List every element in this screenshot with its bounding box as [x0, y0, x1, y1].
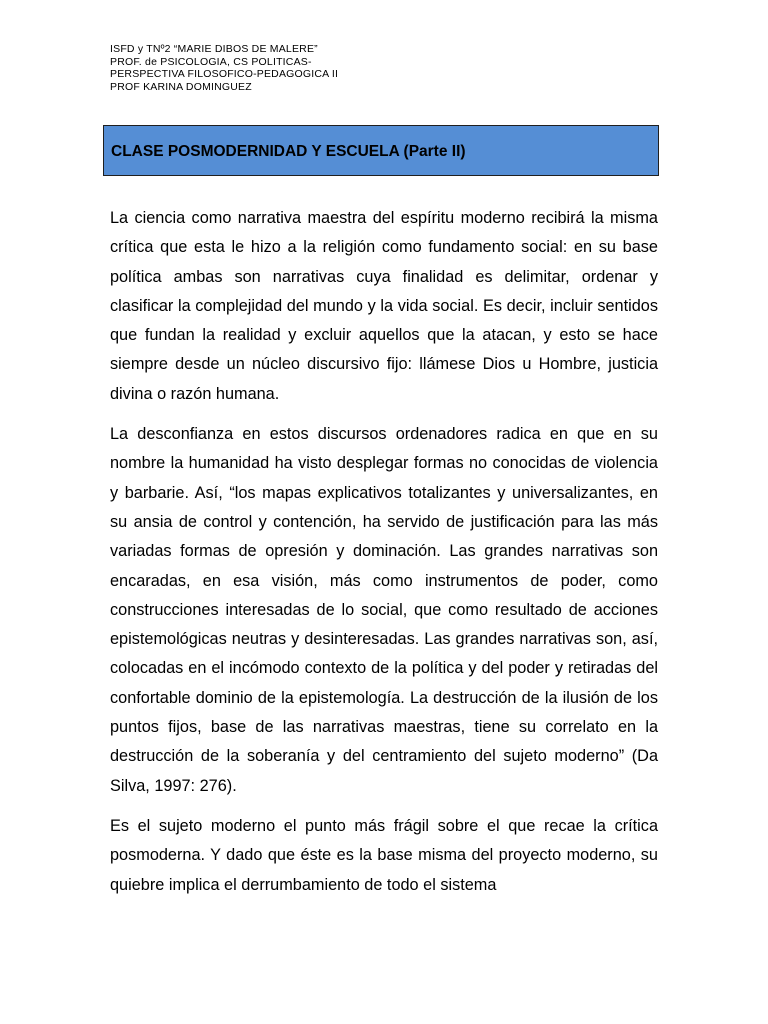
document-header	[110, 43, 670, 93]
document-title: CLASE POSMODERNIDAD Y ESCUELA (Parte II)	[111, 143, 466, 160]
header-professor: PROF KARINA DOMINGUEZ	[110, 80, 252, 93]
title-banner	[103, 125, 659, 176]
paragraph-1: La ciencia como narrativa maestra del espíritu moderno recibirá la misma crítica que esta le hizo a la religión como fundamento social: en su base política ambas son narrativas cuya finalidad es delimitar, ordenar y clasificar la complejidad del mundo y la vida social. Es decir, incluir sentidos que fundan la realidad y excluir aquellos que la atacan, y esto se hace siempre desde un núcleo discursivo fijo: llámese Dios u Hombre, justicia divina o razón humana.	[110, 209, 658, 403]
document-body	[110, 204, 658, 911]
paragraph-2: La desconfianza en estos discursos ordenadores radica en que en su nombre la humanidad ha visto desplegar formas no conocidas de violencia y barbarie. Así, “los mapas explicativos totalizantes y universalizantes, en su ansia de control y contención, ha servido de justificación para las más variadas formas de opresión y dominación. Las grandes narrativas son encaradas, en esa visión, más como instrumentos de poder, como construcciones interesadas de lo social, que como resultado de acciones epistemológicas neutras y desinteresadas. Las grandes narrativas son, así, colocadas en el incómodo contexto de la política y del poder y retiradas del confortable dominio de la epistemología. La destrucción de la ilusión de los puntos fijos, base de las narrativas maestras, tiene su correlato en la destrucción de la soberanía y del centramiento del sujeto moderno” (Da Silva, 1997: 276).	[110, 425, 658, 795]
paragraph-3: Es el sujeto moderno el punto más frágil sobre el que recae la crítica posmoderna. Y dado que éste es la base misma del proyecto moderno, su quiebre implica el derrumbamiento de todo el sistema	[110, 816, 658, 894]
header-program: PROF. de PSICOLOGIA, CS POLITICAS-	[110, 55, 312, 68]
header-subject: PERSPECTIVA FILOSOFICO-PEDAGOGICA II	[110, 68, 339, 80]
header-institution: ISFD y TNº2 “MARIE DIBOS DE MALERE”	[110, 43, 318, 55]
